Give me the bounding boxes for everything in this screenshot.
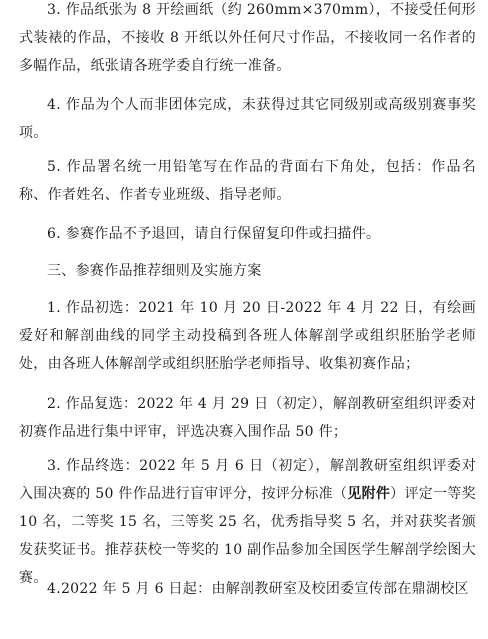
final-round-text-before: 3. 作品终选：2022 年 5 月 6 日（初定），解剖教研室组织评委对入围决赛的 50 件作品进行盲审评分，按评分标准（	[19, 458, 476, 502]
paragraph-preliminary: 1. 作品初选：2021 年 10 月 20 日-2022 年 4 月 22 日，有绘画爱好和解剖曲线的同学主动投稿到各班人体解剖学或组织胚胎学老师处，由各班人体解剖学或组织胚胎学老师指导、收集初赛作品；	[19, 300, 476, 372]
paragraph-final-round	[19, 452, 476, 592]
paragraph-individual-work: 4. 作品为个人而非团体完成，未获得过其它同级别或高级别赛事奖项。	[19, 97, 476, 141]
paragraph-signature: 5. 作品署名统一用铅笔写在作品的背面右下角处，包括：作品名称、作者姓名、作者专业班级、指导老师。	[19, 159, 476, 203]
paragraph-publicity: 4.2022 年 5 月 6 日起：由解剖教研室及校团委宣传部在鼎湖校区	[47, 581, 469, 597]
paragraph-second-round: 2. 作品复选：2022 年 4 月 29 日（初定），解剖教研室组织评委对初赛作品进行集中评审，评选决赛入围作品 50 件；	[19, 396, 476, 440]
attachment-reference: 见附件	[347, 486, 391, 502]
paragraph-no-return: 6. 参赛作品不予退回，请自行保留复印件或扫描件。	[47, 226, 381, 242]
paragraph-paper-size: 3. 作品纸张为 8 开绘画纸（约 260mm×370mm），不接受任何形式装裱的作品，不接收 8 开纸以外任何尺寸作品，不接收同一名作者的多幅作品，纸张请各班学委自行统一准备。	[19, 2, 476, 74]
final-round-text-after: ）评定一等奖 10 名，二等奖 15 名，三等奖 25 名，优秀指导奖 5 名，并对获奖者颁发获奖证书。推荐获校一等奖的 10 副作品参加全国医学生解剖学绘图大赛。	[19, 486, 476, 586]
section-heading: 三、参赛作品推荐细则及实施方案	[47, 263, 262, 279]
